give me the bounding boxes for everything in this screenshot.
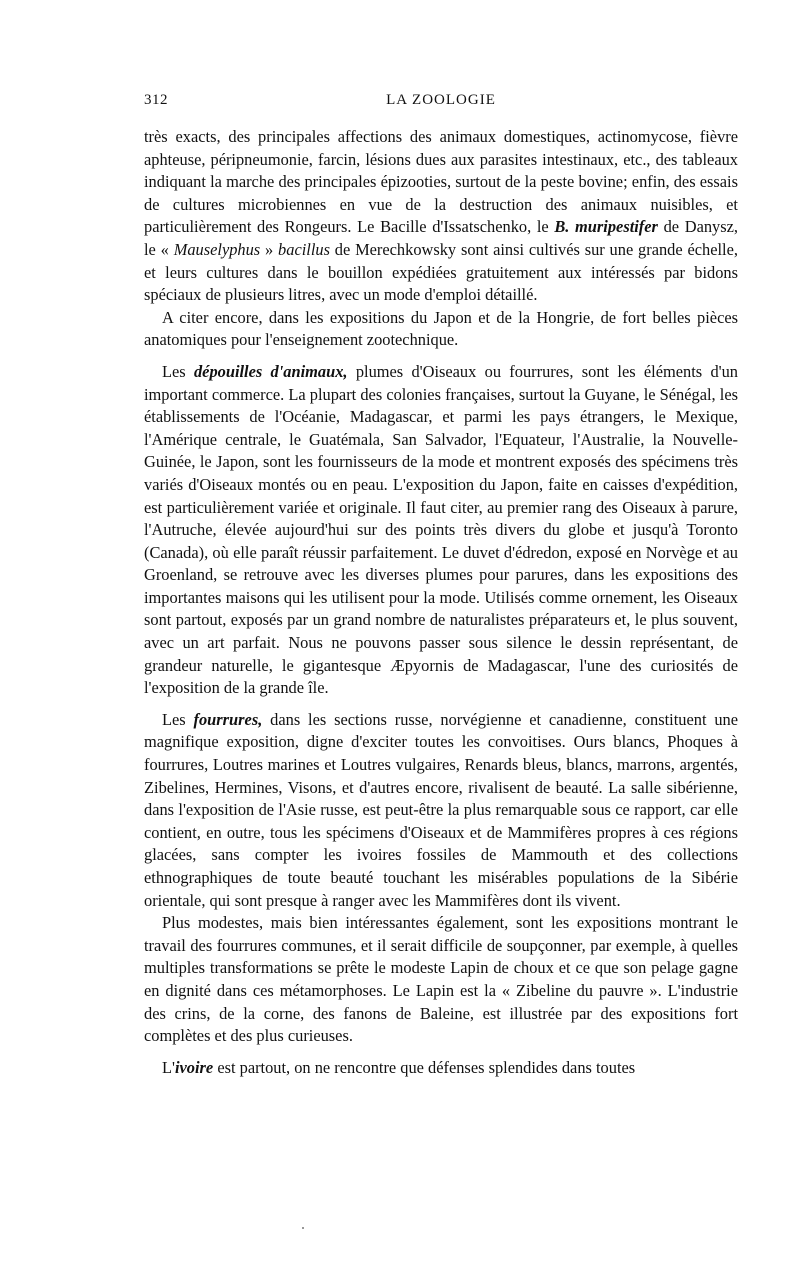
paragraph-text: Plus modestes, mais bien intéressantes également, sont les expositions montrant le travail des fourrures communes, et il serait difficile de soupçonner, par exemple, à quelles multiples transformations se prête le modeste Lapin de choux et ce que son pelage gagne en dignité dans ces métamorphoses. Le Lapin est la « Zibeline du pauvre ». L'industrie des crins, de la corne, des fanons de Baleine, est illustrée par des expositions fort complètes et des plus curieuses.: [144, 913, 738, 1046]
topic-heading: dépouilles d'animaux,: [193, 361, 348, 381]
paragraph-fourrures: [144, 709, 738, 912]
page-number: 312: [144, 92, 168, 108]
paragraph-text: dans les sections russe, norvégienne et canadienne, constituent une magnifique exposition, digne d'exciter toutes les convoitises. Ours blancs, Phoques à fourrures, Loutres marines et Loutres vulgaires, Renards bleus, blancs, marrons, argentés, Zibelines, Hermines, Visons, et d'autres encore, rivalisent de beauté. La salle sibérienne, dans l'exposition de l'Asie russe, est peut-être la plus remarquable sous ce rapport, car elle contient, en outre, tous les spécimens d'Oiseaux et de Mammifères propres à ces régions glacées, sans compter les ivoires fossiles de Mammouth et des collections ethnographiques de toute beauté touchant les misérables populations de la Sibérie orientale, qui sont presque à ranger avec les Mammifères dont ils vivent.: [144, 709, 739, 910]
paragraph-anatomy: [144, 307, 738, 352]
paragraph-fourrures-communes: [144, 912, 738, 1048]
paragraph-text: de Danysz, le «: [144, 217, 738, 259]
paragraph-text: L': [162, 1057, 175, 1077]
print-speck: [302, 1227, 304, 1229]
running-title: LA ZOOLOGIE: [386, 92, 496, 108]
paragraph-text: très exacts, des principales affections des animaux domestiques, actinomycose, fièvre aphteuse, péripneumonie, farcin, lésions dues aux parasites intestinaux, etc., des tableaux indiquant la marche des principales épizooties, surtout de la peste bovine; enfin, des essais de cultures microbiennes en vue de la destruction des animaux nuisibles, et particulièrement des Rongeurs. Le Bacille d'Issatschenko, le: [144, 127, 738, 237]
paragraph-text: est partout, on ne rencontre que défenses splendides dans toutes: [217, 1057, 636, 1077]
paragraph-ivoire: [144, 1057, 738, 1080]
species-name: B. muripestifer: [554, 217, 658, 237]
topic-heading: fourrures,: [193, 709, 263, 729]
paragraph-text: Les: [162, 361, 186, 381]
paragraph-text: »: [265, 239, 274, 259]
species-name: Mauselyphus: [173, 239, 261, 259]
book-page: [144, 92, 738, 1079]
paragraph-cultures: [144, 126, 738, 307]
paragraph-text: de Merechkowsky sont ainsi cultivés sur une grande échelle, et leurs cultures dans le bouillon expédiées gratuitement aux intéressés par bidons spéciaux de plusieurs litres, avec un mode d'emploi détaillé.: [144, 239, 738, 305]
paragraph-text: A citer encore, dans les expositions du Japon et de la Hongrie, de fort belles pièces anatomiques pour l'enseignement zootechnique.: [144, 307, 738, 350]
body-text: [144, 126, 738, 1079]
paragraph-text: Les: [162, 709, 186, 729]
topic-heading: ivoire: [174, 1057, 214, 1077]
paragraph-depouilles: [144, 361, 738, 700]
running-head: [144, 92, 738, 116]
paragraph-text: plumes d'Oiseaux ou fourrures, sont les éléments d'un important commerce. La plupart des colonies françaises, surtout la Guyane, le Sénégal, les établissements de l'Océanie, Madagascar, et parmi les pays étrangers, le Mexique, l'Amérique centrale, le Guatémala, San Salvador, l'Equateur, l'Australie, la Nouvelle-Guinée, le Japon, sont les fournisseurs de la mode et montrent exposés des spécimens très variés d'Oiseaux montés ou en peau. L'exposition du Japon, faite en caisses d'expédition, est particulièrement variée et originale. Il faut citer, au premier rang des Oiseaux à parure, l'Autruche, élevée aujourd'hui sur des points très divers du globe et jusqu'à Toronto (Canada), où elle paraît réussir parfaitement. Le duvet d'édredon, exposé en Norvège et au Groenland, se retrouve avec les diverses plumes pour parures, dans les expositions des importantes maisons qui les utilisent pour la mode. Utilisés comme ornement, les Oiseaux sont partout, exposés par un grand nombre de naturalistes préparateurs et, le plus souvent, avec un art parfait. Nous ne pouvons passer sous silence le dessin représentant, de grandeur naturelle, le gigantesque Æpyornis de Madagascar, l'une des curiosités de l'exposition de la grande île.: [144, 361, 738, 698]
species-name: bacillus: [278, 239, 330, 259]
